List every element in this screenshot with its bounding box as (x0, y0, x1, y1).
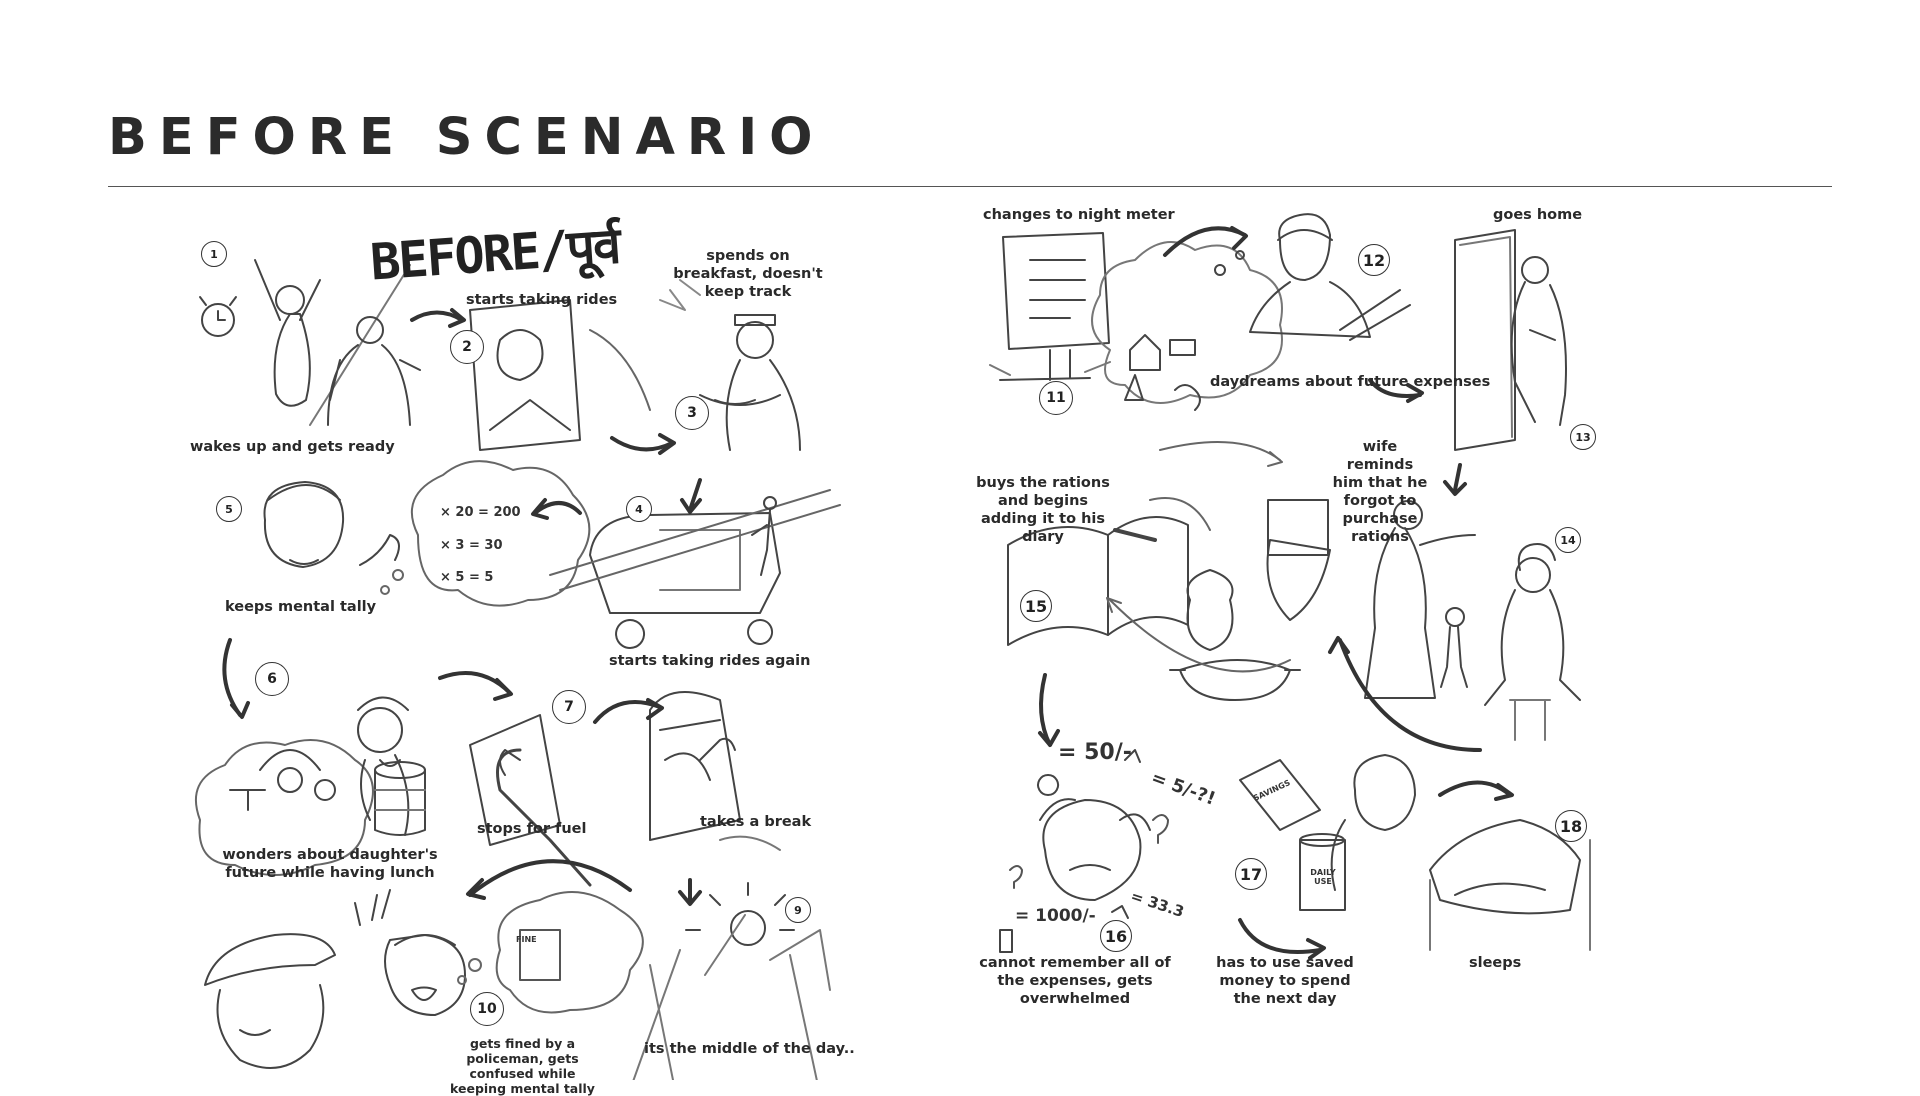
tally-eq-1: × 20 = 200 (440, 505, 521, 520)
step-number-16: 16 (1100, 920, 1132, 952)
flow-arrows-right (1040, 228, 1512, 958)
caption-13: goes home (1493, 207, 1583, 223)
expense-eq-2: = 5/-?! (1148, 767, 1219, 810)
sketch-heading: BEFORE/पूर्व (368, 216, 621, 292)
step-number-10: 10 (470, 992, 504, 1026)
scene-2-rides (470, 300, 650, 450)
scene-11-meter (990, 233, 1110, 380)
caption-2: starts taking rides (466, 292, 618, 308)
caption-11: changes to night meter (983, 207, 1175, 223)
fine-slip-label: FINE (516, 935, 537, 944)
tally-eq-2: × 3 = 30 (440, 538, 503, 553)
step-number-13: 13 (1570, 424, 1596, 450)
caption-18: sleeps (1469, 955, 1522, 971)
caption-9: its the middle of the day.. (644, 1041, 855, 1057)
step-number-5: 5 (216, 496, 242, 522)
step-number-15: 15 (1020, 590, 1052, 622)
caption-6: wonders about daughter's future while having lunch (222, 847, 438, 881)
step-number-17: 17 (1235, 858, 1267, 890)
caption-12: daydreams about future expenses (1210, 374, 1491, 390)
step-number-6: 6 (255, 662, 289, 696)
caption-5: keeps mental tally (225, 599, 377, 615)
step-number-1: 1 (201, 241, 227, 267)
caption-8: takes a break (700, 814, 812, 830)
caption-10: gets fined by a policeman, gets confused while keeping mental tally (450, 1036, 595, 1096)
caption-15: buys the rations and begins adding it to his diary (976, 475, 1110, 545)
caption-3: spends on breakfast, doesn't keep track (673, 248, 823, 300)
caption-1: wakes up and gets ready (190, 439, 395, 455)
step-number-18: 18 (1555, 810, 1587, 842)
step-number-7: 7 (552, 690, 586, 724)
expense-eq-4: = 33.3 (1128, 886, 1187, 922)
scene-5-mental-tally (265, 461, 590, 606)
step-number-14: 14 (1555, 527, 1581, 553)
scene-17-savings (1240, 755, 1415, 910)
expense-eq-3: = 1000/- (1015, 906, 1096, 926)
savings-jar-label: SAVINGS (1251, 778, 1292, 803)
caption-4: starts taking rides again (609, 653, 811, 669)
tally-eq-3: × 5 = 5 (440, 570, 494, 585)
step-number-2: 2 (450, 330, 484, 364)
step-number-3: 3 (675, 396, 709, 430)
step-number-4: 4 (626, 496, 652, 522)
step-number-9: 9 (785, 897, 811, 923)
step-number-11: 11 (1039, 381, 1073, 415)
caption-17: has to use saved money to spend the next day (1216, 955, 1354, 1007)
daily-use-can-label: DAILY USE (1310, 868, 1336, 886)
page-title: BEFORE SCENARIO (108, 108, 825, 167)
caption-7: stops for fuel (477, 821, 587, 837)
scene-13-home (1455, 230, 1566, 450)
caption-14: wife reminds him that he forgot to purchase rations (1332, 439, 1428, 545)
caption-16: cannot remember all of the expenses, gets overwhelmed (979, 955, 1171, 1007)
scene-4-rides-again (550, 490, 840, 648)
step-number-12: 12 (1358, 244, 1390, 276)
expense-eq-1: = 50/- (1058, 740, 1132, 765)
scene-7-fuel (470, 715, 590, 885)
